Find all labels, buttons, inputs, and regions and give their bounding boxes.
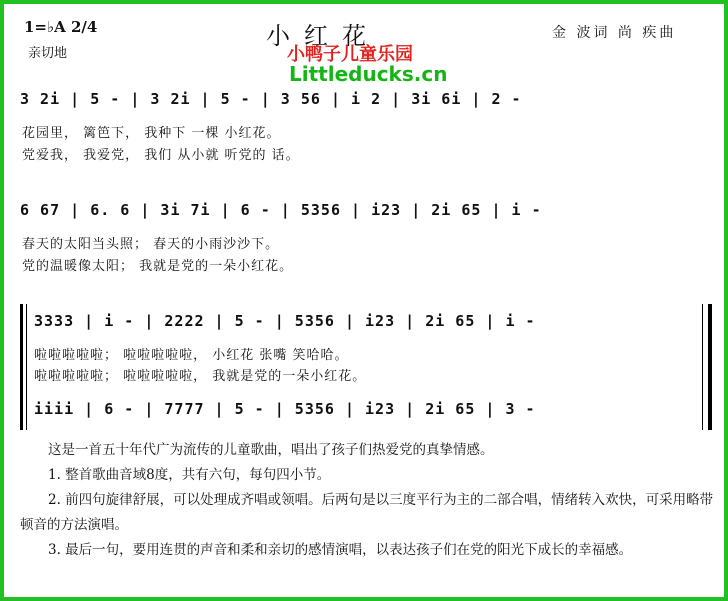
lyrics-line-6: 啦啦啦啦啦； 啦啦啦啦啦， 我就是党的一朵小红花。 [34, 369, 367, 384]
score-row-2: 6 67 | 6. 6 | 3i 7i | 6 - | 5356 | i23 | 2i 65 | i - [20, 201, 542, 219]
lyrics-line-5: 啦啦啦啦啦； 啦啦啦啦啦， 小红花 张嘴 笑哈哈。 [34, 348, 349, 363]
lyrics-line-2: 党爱我， 我爱党， 我们 从小就 听党的 话。 [22, 148, 300, 163]
key-signature: 1=♭A 2/4 [24, 18, 98, 36]
notes-item-1: 1. 整首歌曲音域8度，共有六句，每句四小节。 [48, 467, 331, 483]
score-row-1: 3 2i | 5 - | 3 2i | 5 - | 3 56 | i 2 | 3i 6i | 2 - [20, 90, 522, 108]
final-barline-thin [702, 304, 703, 430]
lyrics-line-4: 党的温暖像太阳； 我就是党的一朵小红花。 [22, 259, 294, 274]
system-bracket-thin [26, 304, 27, 430]
system-bracket [20, 304, 23, 430]
lyrics-line-1: 花园里， 篱笆下， 我种下 一棵 小红花。 [22, 126, 281, 141]
final-barline [708, 304, 712, 430]
watermark-en: Littleducks.cn [289, 62, 448, 86]
score-row-3: 3333 | i - | 2222 | 5 - | 5356 | i23 | 2i 65 | i - [34, 312, 536, 330]
notes-intro: 这是一首五十年代广为流传的儿童歌曲，唱出了孩子们热爱党的真挚情感。 [48, 442, 494, 458]
tempo-marking: 亲切地 [28, 46, 68, 61]
watermark-cn: 小鸭子儿童乐园 [287, 44, 413, 65]
song-title: 小红花 [266, 22, 380, 50]
performance-notes [20, 438, 720, 563]
notes-item-2: 2. 前四句旋律舒展，可以处理成齐唱或领唱。后两句是以三度平行为主的二部合唱，情绪转入欢快，可采用略带顿音的方法演唱。 [20, 492, 714, 533]
lyrics-line-3: 春天的太阳当头照； 春天的小雨沙沙下。 [22, 237, 280, 252]
song-credits: 金 波词 尚 疾曲 [552, 25, 677, 41]
notes-item-3: 3. 最后一句，要用连贯的声音和柔和亲切的感情演唱，以表达孩子们在党的阳光下成长的幸福感。 [48, 542, 633, 558]
score-row-4: iiii | 6 - | 7777 | 5 - | 5356 | i23 | 2i 65 | 3 - [34, 400, 536, 418]
